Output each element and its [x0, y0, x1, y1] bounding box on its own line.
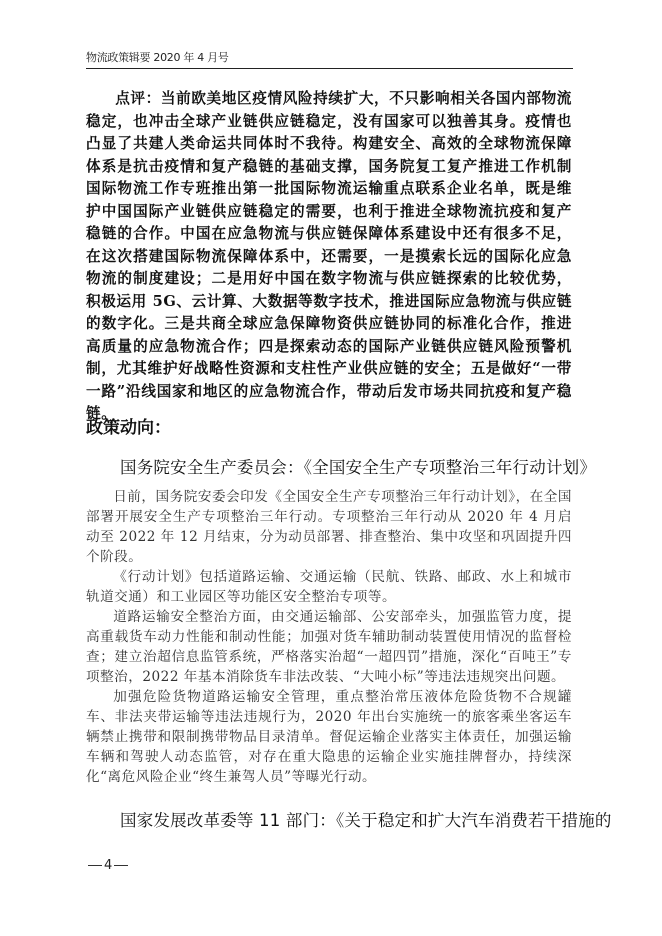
commentary-block [86, 88, 572, 426]
body-paragraph: 道路运输安全整治方面，由交通运输部、公安部牵头，加强监管力度，提高重载货车动力性能和制动性能；加强对货车辅助制动装置使用情况的监督检查；建立治超信息监管系统，严格落实治超“一超四罚”措施，深化“百吨王”专项整治，2022 年基本消除货车非法改装、“大吨小标”等违法违规突出问题。 [86, 609, 572, 685]
commentary-paragraph: 点评：当前欧美地区疫情风险持续扩大，不只影响相关各国内部物流稳定，也冲击全球产业链供应链稳定，没有国家可以独善其身。疫情也凸显了共建人类命运共同体时不我待。构建安全、高效的全球物流保障体系是抗击疫情和复产稳链的基础支撑，国务院复工复产推进工作机制国际物流工作专班推出第一批国际物流运输重点联系企业名单，既是维护中国国际产业链供应链稳定的需要，也利于推进全球物流抗疫和复产稳链的合作。中国在应急物流与供应链保障体系建设中还有很多不足，在这次搭建国际物流保障体系中，还需要，一是摸索长远的国际化应急物流的制度建设；二是用好中国在数字物流与供应链探索的比较优势，积极运用 5G、云计算、大数据等数字技术，推进国际应急物流与供应链的数字化。三是共商全球应急保障物资供应链协同的标准化合作，推进高质量的应急物流合作；四是探索动态的国际产业链供应链风险预警机制，尤其维护好战略性资源和支柱性产业供应链的安全；五是做好“一带一路”沿线国家和地区的应急物流合作，带动后发市场共同抗疫和复产稳链。 [86, 90, 572, 422]
section-title-policy-trends: 政策动向： [86, 418, 171, 438]
dash-right [114, 865, 128, 866]
header-rule [86, 68, 573, 69]
policy-body [86, 487, 572, 787]
body-paragraph: 《行动计划》包括道路运输、交通运输（民航、铁路、邮政、水上和城市轨道交通）和工业园区等功能区安全整治专项等。 [86, 569, 572, 605]
page-number [88, 858, 128, 873]
dash-left [88, 865, 102, 866]
body-paragraph: 加强危险货物道路运输安全管理，重点整治常压液体危险货物不合规罐车、非法夹带运输等违法违规行为，2020 年出台实施统一的旅客乘坐客运车辆禁止携带和限制携带物品目录清单。督促运输企业落实主体责任，加强运输车辆和驾驶人动态监管，对存在重大隐患的运输企业实施挂牌督办，持续深化“离危风险企业“终生兼驾人员”等曝光行动。 [86, 689, 572, 785]
body-paragraph: 日前，国务院安委会印发《全国安全生产专项整治三年行动计划》，在全国部署开展安全生产专项整治三年行动。专项整治三年行动从 2020 年 4 月启动至 2022 年 12 月结束，分为动员部署、排查整治、集中攻坚和巩固提升四个阶段。 [86, 489, 572, 565]
page-number-value: 4 [104, 858, 113, 873]
running-header: 物流政策辑要 2020 年 4 月号 [86, 51, 229, 64]
policy-heading: 国家发展改革委等 11 部门：《关于稳定和扩大汽车消费若干措施的 [120, 811, 612, 830]
policy-heading: 国务院安全生产委员会：《全国安全生产专项整治三年行动计划》 [120, 458, 597, 477]
